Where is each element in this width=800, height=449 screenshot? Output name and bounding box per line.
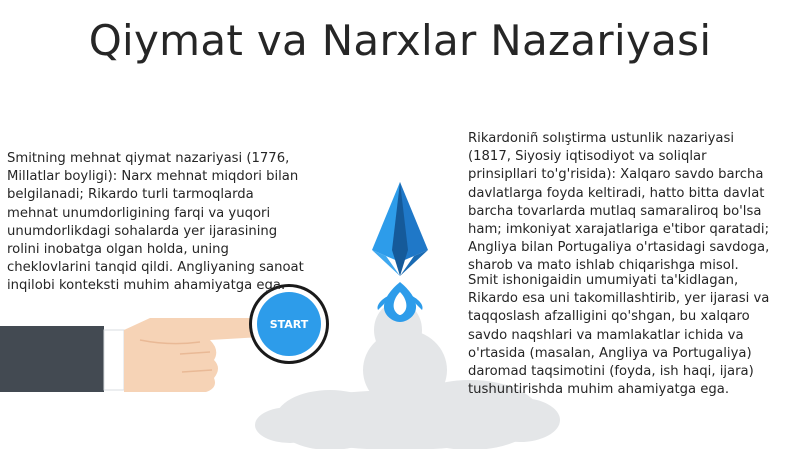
slide-title: Qiymat va Narxlar Nazariyasi: [88, 16, 712, 65]
overlap-paragraph: Smit ishonigaidin umumiyati ta'kidlagan, Rikardo esa uni takomillashtirib, yer ijarasi va taqqoslash afzalligini qo'shgan, bu xalqaro savdo naqshlari va mamlakatlar ichida va o'rtasida (masalan, Angliya va Portugaliya) daromad taqsimotini (foyda, ish haqi, ijara) tushuntirishda muhim ahamiyatga ega.: [468, 273, 770, 398]
start-button[interactable]: START: [257, 292, 321, 356]
hand-pointer-icon: [0, 318, 280, 392]
paper-plane-rocket-icon: [372, 182, 428, 276]
right-paragraph: Rikardoniñ solıştirma ustunlik nazariyasi (1817, Siyosiy iqtisodiyot va soliqlar prinsipllari to'g'risida): Xalqaro savdo barcha davlatlarga foyda keltiradi, hatto bitta davlat barcha tovarlarda mutlaq samaraliroq bo'lsa ham; imkoniyat xarajatlariga e'tibor qaratadi; Angliya bilan Portugaliya o'rtasidagi savdoga, sharob va mato ishlab chiqarishga misol.: [468, 131, 770, 274]
left-paragraph: Smitning mehnat qiymat nazariyasi (1776, Millatlar boyligi): Narx mehnat miqdori bilan belgilanadi; Rikardo turli tarmoqlarda mehnat unumdorligining farqi va yuqori unumdorlikdagi sohalarda yer ijarasining rolini inobatga olgan holda, uning cheklovlarini tanqid qildi. Angliyaning sanoat inqilobi konteksti muhim ahamiyatga ega.: [7, 151, 304, 294]
